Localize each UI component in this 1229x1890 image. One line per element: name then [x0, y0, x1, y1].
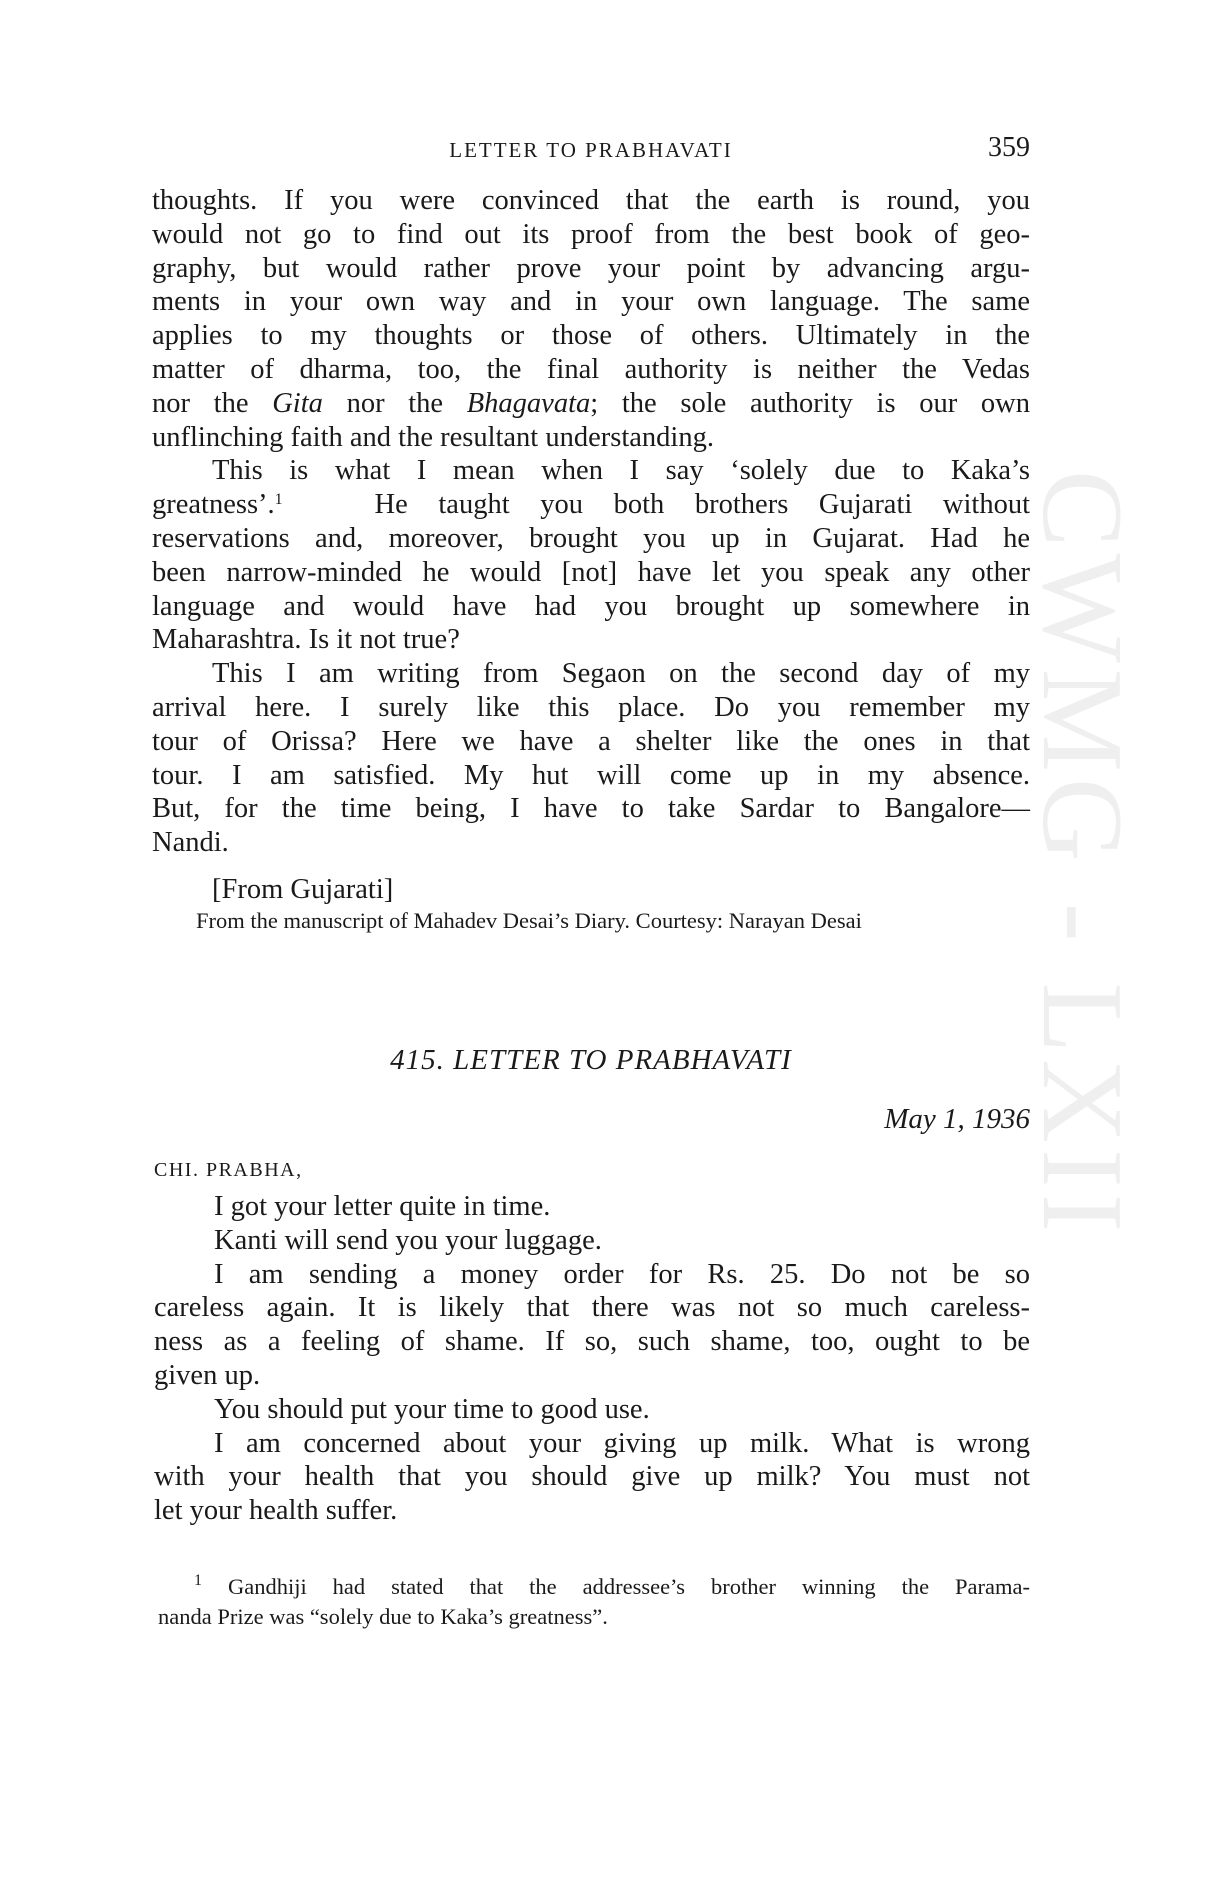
text-fragment: greatness’. — [152, 489, 275, 521]
text-line: Kanti will send you your luggage. — [214, 1224, 602, 1256]
text-line: ments in your own way and in your own language. The same — [152, 286, 1030, 318]
text-line: unflinching faith and the resultant understanding. — [152, 421, 714, 453]
footnote-line: nanda Prize was “solely due to Kaka’s greatness”. — [158, 1604, 608, 1629]
footnote-reference: 1 — [274, 491, 283, 509]
text-fragment: nor the — [152, 387, 273, 419]
text-line: I got your letter quite in time. — [214, 1191, 551, 1222]
continued-letter-body — [152, 184, 1030, 860]
italic-title-bhagavata: Bhagavata — [466, 387, 591, 419]
letter-body — [154, 1190, 1030, 1528]
text-line-with-italics — [152, 387, 1030, 421]
footnote-text: Gandhiji had stated that the addressee’s brother winning the Parama- — [227, 1574, 1030, 1599]
footnote-number: 1 — [194, 1572, 202, 1589]
footnote-line — [158, 1572, 1030, 1602]
text-line: with your health that you should give up milk? You must not — [154, 1461, 1030, 1493]
text-line: But, for the time being, I have to take Sardar to Bangalore— — [152, 793, 1030, 825]
text-line: tour of Orissa? Here we have a shelter like the ones in that — [152, 725, 1030, 757]
text-fragment: He taught you both brothers Gujarati without — [374, 489, 1030, 521]
text-line: been narrow-minded he would [not] have let you speak any other — [152, 556, 1030, 588]
text-line: reservations and, moreover, brought you up in Gujarat. Had he — [152, 522, 1030, 554]
text-line: I am concerned about your giving up milk. What is wrong — [214, 1427, 1030, 1459]
italic-title-gita: Gita — [272, 387, 323, 419]
text-line: ness as a feeling of shame. If so, such shame, too, ought to be — [154, 1326, 1030, 1358]
source-language-note: [From Gujarati] — [212, 874, 394, 905]
letter-date: May 1, 1936 — [884, 1103, 1030, 1135]
salutation: CHI. PRABHA, — [154, 1159, 303, 1181]
text-line: I am sending a money order for Rs. 25. Do not be so — [214, 1258, 1030, 1290]
footnotes — [158, 1572, 1030, 1632]
text-line: language and would have had you brought up somewhere in — [152, 590, 1030, 622]
text-line: arrival here. I surely like this place. Do you remember my — [152, 691, 1030, 723]
watermark-text: CWMG - LXII — [1018, 470, 1146, 1239]
text-fragment: nor the — [322, 387, 467, 419]
text-line: You should put your time to good use. — [214, 1393, 650, 1425]
source-citation: From the manuscript of Mahadev Desai’s Diary. Courtesy: Narayan Desai — [196, 908, 862, 933]
text-line: graphy, but would rather prove your point by advancing argu- — [152, 252, 1030, 284]
text-line: let your health suffer. — [154, 1495, 398, 1527]
text-line: tour. I am satisfied. My hut will come up in my absence. — [152, 759, 1030, 791]
text-line: thoughts. If you were convinced that the earth is round, you — [152, 185, 1030, 216]
text-line: Nandi. — [152, 827, 229, 859]
running-header — [152, 132, 1030, 168]
watermark — [1018, 470, 1158, 1430]
text-line: matter of dharma, too, the final authority is neither the Vedas — [152, 353, 1030, 385]
text-line: would not go to find out its proof from the best book of geo- — [152, 218, 1030, 250]
text-line: Maharashtra. Is it not true? — [152, 624, 460, 656]
text-line: careless again. It is likely that there was not so much careless- — [154, 1292, 1030, 1324]
document-heading: 415. LETTER TO PRABHAVATI — [390, 1044, 792, 1076]
running-title: LETTER TO PRABHAVATI — [449, 138, 733, 162]
text-fragment: ; the sole authority is our own — [590, 387, 1031, 419]
text-line: given up. — [154, 1359, 261, 1391]
text-line: This is what I mean when I say ‘solely due to Kaka’s — [212, 455, 1030, 487]
text-line: This I am writing from Segaon on the second day of my — [212, 658, 1030, 690]
text-line: applies to my thoughts or those of others. Ultimately in the — [152, 320, 1030, 352]
page-number: 359 — [988, 132, 1030, 163]
text-line-with-footnote — [152, 488, 1030, 522]
